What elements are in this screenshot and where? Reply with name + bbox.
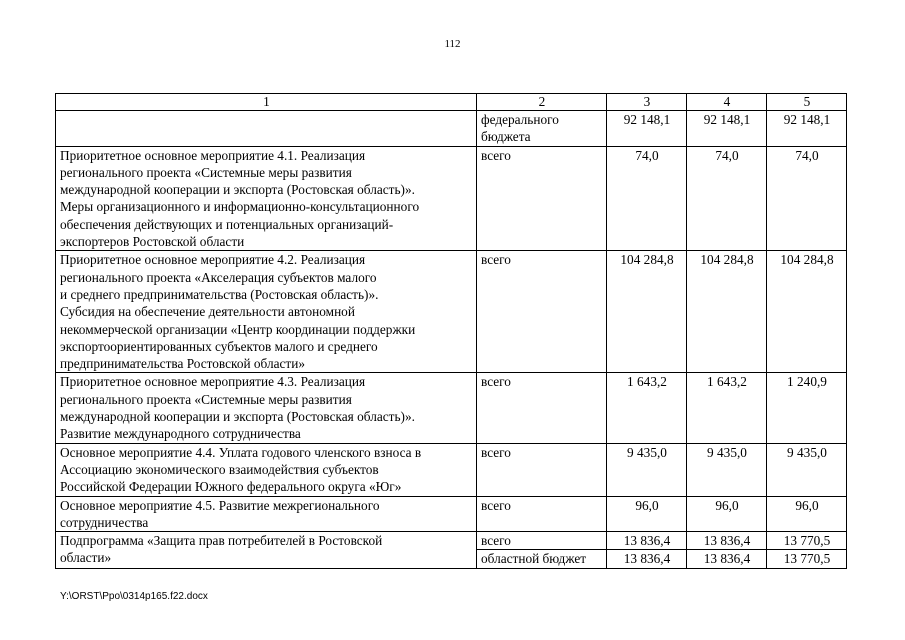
file-path-footer: Y:\ORST\Ppo\0314p165.f22.docx: [60, 591, 208, 602]
table-row: [56, 111, 847, 147]
description-line: Приоритетное основное мероприятие 4.1. Реализация: [60, 147, 366, 163]
description-line: Субсидия на обеспечение деятельности автономной: [60, 304, 355, 320]
funding-source: всего: [477, 373, 607, 443]
value-col5: 1 240,9: [767, 373, 847, 443]
description-line: и среднего предпринимательства (Ростовская область)».: [60, 286, 379, 302]
funding-source: всего: [477, 251, 607, 373]
value-col3: 13 836,4: [607, 532, 687, 550]
row-description: [56, 251, 477, 373]
value-col3: 1 643,2: [607, 373, 687, 443]
funding-source: всего: [477, 496, 607, 532]
description-line: Ассоциацию экономического взаимодействия субъектов: [60, 461, 379, 477]
value-col5: 96,0: [767, 496, 847, 532]
funding-source: всего: [477, 443, 607, 496]
description-line: предпринимательства Ростовской области»: [60, 356, 306, 372]
header-cell-5: 5: [767, 94, 847, 111]
value-col3: 13 836,4: [607, 550, 687, 568]
description-line: международной кооперации и экспорта (Ростовская область)».: [60, 182, 415, 198]
description-line: Приоритетное основное мероприятие 4.3. Реализация: [60, 374, 366, 390]
value-col5: 92 148,1: [767, 111, 847, 147]
description-line: экспортеров Ростовской области: [60, 234, 245, 250]
description-line: сотрудничества: [60, 514, 149, 530]
header-cell-4: 4: [687, 94, 767, 111]
value-col4: 104 284,8: [687, 251, 767, 373]
table-row: [56, 146, 847, 251]
description-line: Приоритетное основное мероприятие 4.2. Реализация: [60, 252, 366, 268]
value-col4: 96,0: [687, 496, 767, 532]
value-col3: 74,0: [607, 146, 687, 251]
description-line: Основное мероприятие 4.4. Уплата годового членского взноса в: [60, 444, 422, 460]
value-col4: 1 643,2: [687, 373, 767, 443]
description-line: регионального проекта «Системные меры развития: [60, 164, 352, 180]
table-header-row: [56, 94, 847, 111]
value-col3: 9 435,0: [607, 443, 687, 496]
funding-source-line: федерального: [481, 112, 559, 127]
description-line: экспортоориентированных субъектов малого и среднего: [60, 338, 378, 354]
table-row: [56, 532, 847, 550]
page-number: 112: [444, 38, 461, 50]
row-description: [56, 111, 477, 147]
value-col4: 13 836,4: [687, 550, 767, 568]
row-description: [56, 443, 477, 496]
value-col5: 13 770,5: [767, 550, 847, 568]
value-col4: 9 435,0: [687, 443, 767, 496]
description-line: регионального проекта «Системные меры развития: [60, 391, 352, 407]
description-line: Развитие международного сотрудничества: [60, 426, 301, 442]
description-line: Российской Федерации Южного федерального округа «Юг»: [60, 479, 402, 495]
funding-source: всего: [477, 146, 607, 251]
value-col4: 74,0: [687, 146, 767, 251]
table-row: [56, 443, 847, 496]
funding-source-line: бюджета: [481, 129, 531, 145]
value-col5: 104 284,8: [767, 251, 847, 373]
table-row: [56, 373, 847, 443]
description-line: Меры организационного и информационно-консультационного: [60, 199, 420, 215]
funding-source: [477, 111, 607, 147]
row-description: [56, 496, 477, 532]
value-col5: 13 770,5: [767, 532, 847, 550]
description-line: некоммерческой организации «Центр координации поддержки: [60, 321, 416, 337]
value-col5: 74,0: [767, 146, 847, 251]
value-col5: 9 435,0: [767, 443, 847, 496]
header-cell-3: 3: [607, 94, 687, 111]
table-row: [56, 496, 847, 532]
value-col4: 92 148,1: [687, 111, 767, 147]
row-description: [56, 373, 477, 443]
subprogram-description: [56, 532, 477, 569]
funding-source: областной бюджет: [477, 550, 607, 568]
value-col3: 104 284,8: [607, 251, 687, 373]
value-col4: 13 836,4: [687, 532, 767, 550]
funding-source: всего: [477, 532, 607, 550]
description-line: Подпрограмма «Защита прав потребителей в Ростовской: [60, 533, 383, 549]
description-line: обеспечения действующих и потенциальных организаций-: [60, 216, 394, 232]
value-col3: 92 148,1: [607, 111, 687, 147]
table-row: [56, 251, 847, 373]
row-description: [56, 146, 477, 251]
header-cell-2: 2: [477, 94, 607, 111]
budget-table: [55, 93, 847, 569]
description-line: регионального проекта «Акселерация субъектов малого: [60, 269, 377, 285]
header-cell-1: 1: [56, 94, 477, 111]
description-line: Основное мероприятие 4.5. Развитие межрегионального: [60, 497, 380, 513]
description-line: области»: [60, 550, 112, 566]
value-col3: 96,0: [607, 496, 687, 532]
description-line: международной кооперации и экспорта (Ростовская область)».: [60, 409, 415, 425]
